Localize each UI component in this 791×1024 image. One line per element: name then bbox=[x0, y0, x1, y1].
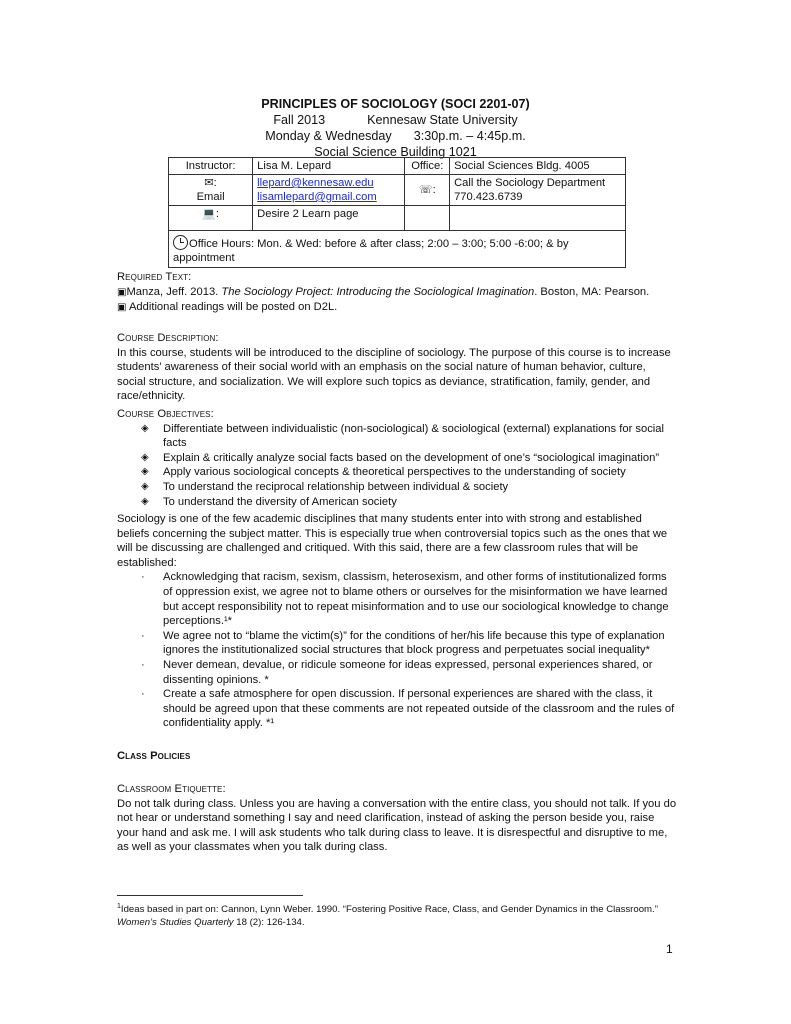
office-label: Office: bbox=[405, 158, 450, 175]
course-description-heading: Course Description: bbox=[117, 332, 219, 344]
phone-number: 770.423.6739 bbox=[454, 191, 523, 203]
book-icon: ▣ bbox=[117, 302, 127, 314]
schedule-row bbox=[0, 128, 791, 144]
office-value: Social Sciences Bldg. 4005 bbox=[450, 158, 626, 175]
footnote-citation: 18 (2): 126-134. bbox=[233, 917, 305, 928]
email-link-primary[interactable]: llepard@kennesaw.edu bbox=[257, 177, 374, 189]
empty-cell bbox=[405, 206, 450, 231]
rules-intro: Sociology is one of the few academic disciplines that many students enter into with strong and established beliefs concerning the subject matter. This is especially true when controversial topics such as the ones that we will be discussing are challenged and critiqued. With this said, there are a few classroom rules that will be established: bbox=[117, 513, 668, 569]
phone-icon-cell: ☏: bbox=[405, 175, 450, 206]
instructor-label: Instructor: bbox=[169, 158, 253, 175]
list-item: ◈ To understand the reciprocal relationship between individual & society bbox=[141, 480, 509, 493]
objectives-list bbox=[117, 422, 677, 510]
course-objectives-heading: Course Objectives: bbox=[117, 408, 214, 420]
computer-icon: 💻 bbox=[202, 207, 216, 220]
office-hours-row bbox=[169, 231, 626, 268]
term: Fall 2013 bbox=[273, 113, 326, 127]
additional-readings: ▣ Additional readings will be posted on D2L. bbox=[117, 301, 338, 314]
envelope-icon: ✉ bbox=[204, 176, 214, 189]
office-hours-cell bbox=[169, 231, 626, 268]
required-book: ▣Manza, Jeff. 2013. The Sociology Project: Introducing the Sociological Imagination. Boston, MA: Pearson. bbox=[117, 285, 650, 298]
book-title: The Sociology Project: Introducing the Sociological Imagination bbox=[221, 285, 535, 298]
list-item: · Never demean, devalue, or ridicule someone for ideas expressed, personal experiences shared, or dissenting opinions. * bbox=[141, 658, 653, 686]
page-number: 1 bbox=[666, 942, 673, 956]
list-item: · We agree not to “blame the victim(s)” for the conditions of her/his life because this type of explanation ignores the institutionalized social structures that block progress and perpetuates social inequality* bbox=[141, 629, 665, 657]
diamond-bullet-icon: ◈ bbox=[141, 451, 149, 463]
phone-info bbox=[450, 175, 626, 206]
journal-title: Women’s Studies Quarterly bbox=[117, 917, 234, 928]
diamond-bullet-icon: ◈ bbox=[141, 422, 149, 434]
instructor-info-table bbox=[168, 157, 626, 268]
list-item: · Create a safe atmosphere for open discussion. If personal experiences are shared with the class, it should be agreed upon that these comments are not repeated outside of the classroom and the rules of confidentiality apply. *¹ bbox=[141, 688, 675, 730]
diamond-bullet-icon: ◈ bbox=[141, 480, 149, 492]
list-item: · Acknowledging that racism, sexism, classism, heterosexism, and other forms of institutionalized forms of oppression exist, we agree not to blame others or ourselves for the misinformation we have learned but accept responsibility not to repeat misinformation and to use our sociological knowledge to change perceptions.¹* bbox=[141, 571, 669, 628]
email-link-secondary[interactable]: lisamlepard@gmail.com bbox=[257, 191, 377, 203]
classroom-etiquette-section bbox=[117, 782, 677, 855]
diamond-bullet-icon: ◈ bbox=[141, 466, 149, 478]
email-cell: ✉: Email bbox=[169, 175, 253, 206]
phone-line-1: Call the Sociology Department bbox=[454, 177, 606, 189]
office-hours: Office Hours: Mon. & Wed: before & after class; 2:00 – 3:00; 5:00 -6:00; & by appointment bbox=[173, 238, 569, 264]
list-item: ◈ Apply various sociological concepts & theoretical perspectives to the understanding of society bbox=[141, 466, 626, 479]
classroom-rules-section bbox=[117, 512, 677, 731]
school: Kennesaw State University bbox=[367, 113, 518, 127]
course-title: PRINCIPLES OF SOCIOLOGY (SOCI 2201-07) bbox=[261, 97, 530, 111]
class-policies-heading: Class Policies bbox=[117, 750, 191, 762]
footnote-text: Ideas based in part on: Cannon, Lynn Weber. 1990. “Fostering Positive Race, Class, and Gender Dynamics in the Classroom.” bbox=[120, 904, 658, 915]
bullet-dot: · bbox=[141, 658, 145, 671]
footnote bbox=[117, 903, 677, 929]
instructor-row bbox=[169, 158, 626, 175]
email-label: Email bbox=[196, 191, 225, 203]
email-links bbox=[253, 175, 405, 206]
list-item: ◈ To understand the diversity of American society bbox=[141, 495, 397, 508]
class-policies-section bbox=[117, 749, 677, 764]
list-item: ◈ Explain & critically analyze social facts based on the development of one’s “sociological imagination” bbox=[141, 451, 660, 464]
diamond-bullet-icon: ◈ bbox=[141, 495, 149, 507]
footnote-divider bbox=[117, 895, 303, 896]
course-description-text: In this course, students will be introduced to the discipline of sociology. The purpose of this course is to increase students’ awareness of their social world with an emphasis on the social nature of human behavior, culture, social structure, and socialization. We will explore such topics as deviance, stratification, family, gender, and race/ethnicity. bbox=[117, 346, 671, 403]
required-text-heading: Required Text: bbox=[117, 271, 192, 283]
meeting-time: 3:30p.m. – 4:45p.m. bbox=[413, 129, 526, 143]
book-icon: ▣ bbox=[117, 286, 127, 298]
d2l-link[interactable]: Desire 2 Learn page bbox=[253, 206, 405, 231]
instructor-name: Lisa M. Lepard bbox=[253, 158, 405, 175]
clock-icon bbox=[173, 235, 188, 250]
empty-cell bbox=[450, 206, 626, 231]
meeting-days: Monday & Wednesday bbox=[265, 129, 392, 143]
required-text-section bbox=[117, 270, 677, 316]
course-header bbox=[0, 96, 791, 160]
course-description-section bbox=[117, 331, 677, 404]
d2l-row bbox=[169, 206, 626, 231]
room: Social Science Building 1021 bbox=[314, 145, 477, 159]
bullet-dot: · bbox=[141, 629, 145, 642]
telephone-icon: ☏ bbox=[418, 183, 433, 196]
rules-list bbox=[117, 570, 677, 731]
classroom-etiquette-heading: Classroom Etiquette: bbox=[117, 783, 226, 795]
computer-cell: 💻: bbox=[169, 206, 253, 231]
contact-row bbox=[169, 175, 626, 206]
footnote-marker: 1 bbox=[117, 902, 121, 910]
bullet-dot: · bbox=[141, 571, 145, 584]
list-item: ◈ Differentiate between individualistic (non-sociological) & sociological (external) explanations for social facts bbox=[141, 422, 665, 450]
bullet-dot: · bbox=[141, 688, 145, 701]
course-objectives-section bbox=[117, 407, 677, 509]
classroom-etiquette-text: Do not talk during class. Unless you are having a conversation with the entire class, you should not talk. If you do not hear or understand something I say and need clarification, instead of asking the person beside you, raise your hand and ask me. I will ask students who talk during class to leave. It is disrespectful and disruptive to me, as well as your classmates when you talk during class. bbox=[117, 797, 677, 854]
term-row bbox=[0, 112, 791, 128]
